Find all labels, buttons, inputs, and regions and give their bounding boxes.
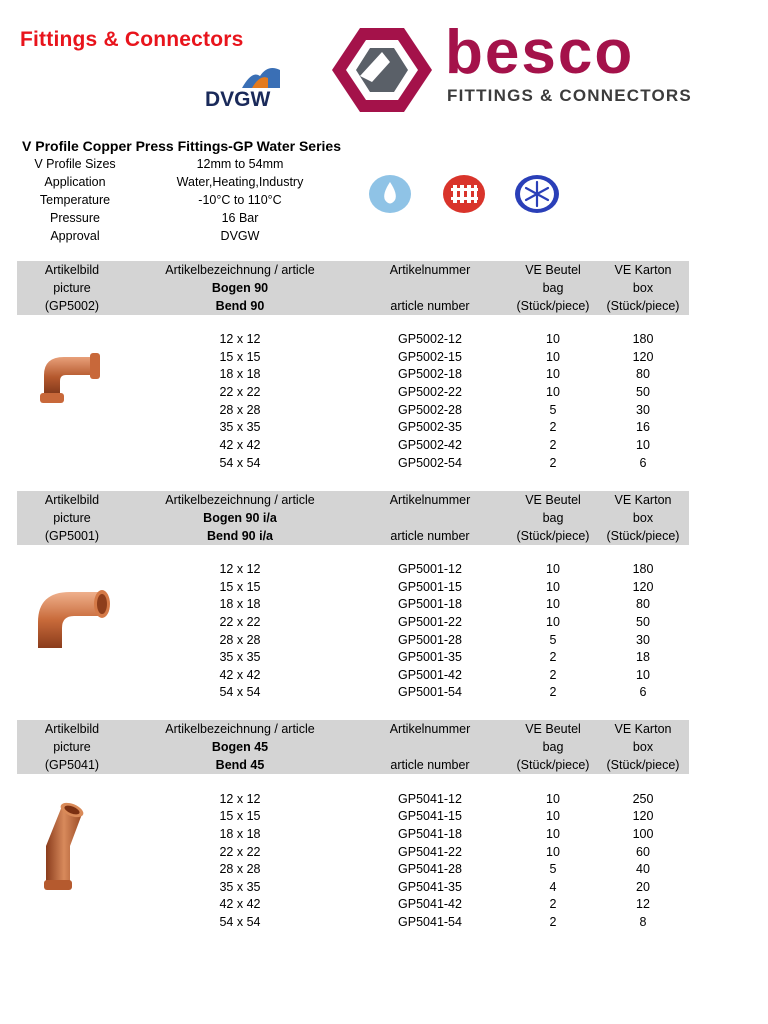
header-designation: Artikelbezeichnung / article [165, 263, 315, 277]
cell-box: 250 [632, 792, 654, 806]
header-box: (Stück/piece) [606, 758, 680, 772]
cell-size: 12 x 12 [219, 792, 261, 806]
cell-article: GP5041-28 [398, 862, 462, 876]
spec-value: Water,Heating,Industry [176, 175, 304, 189]
header-bag: bag [542, 511, 564, 525]
cell-article: GP5041-22 [398, 845, 462, 859]
header-bag: (Stück/piece) [516, 299, 590, 313]
header-number-en: article number [390, 529, 470, 543]
cell-bag: 5 [549, 633, 557, 647]
cell-bag: 10 [546, 367, 560, 381]
page-title: Fittings & Connectors [20, 28, 244, 51]
cell-bag: 2 [549, 420, 557, 434]
dvgw-logo-text: DVGW [205, 88, 271, 111]
cell-bag: 2 [549, 456, 557, 470]
cell-size: 22 x 22 [219, 385, 261, 399]
header-box: (Stück/piece) [606, 529, 680, 543]
cell-article: GP5002-54 [398, 456, 462, 470]
cell-box: 50 [636, 615, 650, 629]
header-picture-de: Artikelbild [44, 263, 100, 277]
cell-box: 10 [636, 668, 650, 682]
cell-article: GP5002-18 [398, 367, 462, 381]
cell-box: 20 [636, 880, 650, 894]
cell-bag: 4 [549, 880, 557, 894]
besco-logo-icon [330, 26, 434, 114]
cell-size: 12 x 12 [219, 332, 261, 346]
header-box: (Stück/piece) [606, 299, 680, 313]
cell-box: 16 [636, 420, 650, 434]
cell-size: 54 x 54 [219, 456, 261, 470]
cell-article: GP5001-42 [398, 668, 462, 682]
cell-bag: 10 [546, 597, 560, 611]
cell-article: GP5001-18 [398, 597, 462, 611]
cell-article: GP5041-15 [398, 809, 462, 823]
cell-box: 18 [636, 650, 650, 664]
cell-box: 120 [632, 580, 654, 594]
spec-value: 12mm to 54mm [196, 157, 284, 171]
cell-box: 40 [636, 862, 650, 876]
spec-label: Approval [50, 229, 100, 243]
cell-size: 28 x 28 [219, 862, 261, 876]
bend-45-image [30, 800, 90, 894]
brand-name: besco [445, 18, 635, 87]
product-name-en: Bend 45 [215, 758, 265, 772]
cell-article: GP5041-18 [398, 827, 462, 841]
cell-article: GP5041-42 [398, 897, 462, 911]
cell-size: 15 x 15 [219, 809, 261, 823]
header-picture-en: picture [53, 511, 91, 525]
spec-label: V Profile Sizes [34, 157, 116, 171]
header-box: box [632, 740, 654, 754]
cell-article: GP5041-12 [398, 792, 462, 806]
cell-box: 60 [636, 845, 650, 859]
header-bag: (Stück/piece) [516, 758, 590, 772]
spec-label: Application [44, 175, 106, 189]
cell-box: 180 [632, 332, 654, 346]
spec-value: -10°C to 110°C [198, 193, 282, 207]
header-number-de: Artikelnummer [389, 493, 471, 507]
cell-size: 42 x 42 [219, 897, 261, 911]
cell-box: 10 [636, 438, 650, 452]
cell-box: 100 [632, 827, 654, 841]
header-picture-de: Artikelbild [44, 493, 100, 507]
cell-size: 35 x 35 [219, 650, 261, 664]
header-picture-en: picture [53, 281, 91, 295]
cell-size: 35 x 35 [219, 420, 261, 434]
cell-size: 35 x 35 [219, 880, 261, 894]
cell-bag: 2 [549, 685, 557, 699]
cell-bag: 10 [546, 562, 560, 576]
header-number-en: article number [390, 758, 470, 772]
cell-bag: 2 [549, 650, 557, 664]
cell-bag: 10 [546, 580, 560, 594]
cell-article: GP5002-15 [398, 350, 462, 364]
spec-value: DVGW [220, 229, 260, 243]
cell-article: GP5041-54 [398, 915, 462, 929]
cell-article: GP5002-35 [398, 420, 462, 434]
cell-size: 28 x 28 [219, 403, 261, 417]
cell-bag: 10 [546, 350, 560, 364]
cell-bag: 10 [546, 845, 560, 859]
header-bag: (Stück/piece) [516, 529, 590, 543]
cell-bag: 10 [546, 792, 560, 806]
header-picture-en: picture [53, 740, 91, 754]
spec-value: 16 Bar [221, 211, 259, 225]
snowflake-icon [514, 174, 560, 214]
section-header [17, 261, 689, 315]
cell-size: 22 x 22 [219, 845, 261, 859]
cell-article: GP5001-54 [398, 685, 462, 699]
cell-size: 15 x 15 [219, 350, 261, 364]
header-number-en: article number [390, 299, 470, 313]
cell-box: 8 [639, 915, 647, 929]
cell-size: 18 x 18 [219, 367, 261, 381]
cell-article: GP5002-28 [398, 403, 462, 417]
section-code: (GP5002) [44, 299, 100, 313]
header-designation: Artikelbezeichnung / article [165, 722, 315, 736]
cell-size: 28 x 28 [219, 633, 261, 647]
cell-bag: 2 [549, 897, 557, 911]
product-name-en: Bend 90 i/a [207, 529, 273, 543]
cell-article: GP5041-35 [398, 880, 462, 894]
spec-label: Temperature [39, 193, 111, 207]
cell-bag: 5 [549, 862, 557, 876]
cell-article: GP5002-22 [398, 385, 462, 399]
header-bag: bag [542, 740, 564, 754]
heating-radiator-icon [442, 174, 486, 214]
section-code: (GP5001) [44, 529, 100, 543]
dvgw-logo-icon [238, 60, 284, 90]
cell-box: 120 [632, 809, 654, 823]
cell-size: 54 x 54 [219, 685, 261, 699]
header-bag: VE Beutel [525, 722, 581, 736]
header-box: VE Karton [614, 263, 672, 277]
header-box: box [632, 511, 654, 525]
cell-box: 30 [636, 403, 650, 417]
cell-size: 54 x 54 [219, 915, 261, 929]
header-box: box [632, 281, 654, 295]
brand-tagline: FITTINGS & CONNECTORS [447, 86, 692, 105]
cell-box: 180 [632, 562, 654, 576]
header-designation: Artikelbezeichnung / article [165, 493, 315, 507]
product-name-de: Bogen 90 [211, 281, 269, 295]
section-code: (GP5041) [44, 758, 100, 772]
header-number-de: Artikelnummer [389, 263, 471, 277]
section-header [17, 720, 689, 774]
cell-box: 80 [636, 597, 650, 611]
cell-bag: 10 [546, 385, 560, 399]
spec-label: Pressure [49, 211, 101, 225]
series-title: V Profile Copper Press Fittings-GP Water Series [22, 138, 341, 154]
cell-bag: 5 [549, 403, 557, 417]
cell-box: 12 [636, 897, 650, 911]
header-bag: VE Beutel [525, 493, 581, 507]
cell-bag: 10 [546, 809, 560, 823]
header-number-de: Artikelnummer [389, 722, 471, 736]
cell-bag: 2 [549, 915, 557, 929]
cell-size: 12 x 12 [219, 562, 261, 576]
cell-article: GP5001-28 [398, 633, 462, 647]
cell-size: 22 x 22 [219, 615, 261, 629]
cell-size: 15 x 15 [219, 580, 261, 594]
cell-bag: 2 [549, 668, 557, 682]
cell-box: 6 [639, 456, 647, 470]
cell-article: GP5001-22 [398, 615, 462, 629]
cell-box: 50 [636, 385, 650, 399]
product-name-de: Bogen 90 i/a [203, 511, 277, 525]
cell-box: 120 [632, 350, 654, 364]
cell-size: 42 x 42 [219, 668, 261, 682]
cell-size: 18 x 18 [219, 827, 261, 841]
cell-box: 80 [636, 367, 650, 381]
cell-bag: 10 [546, 827, 560, 841]
water-drop-icon [368, 174, 412, 214]
product-name-de: Bogen 45 [211, 740, 269, 754]
cell-size: 42 x 42 [219, 438, 261, 452]
product-name-en: Bend 90 [215, 299, 265, 313]
cell-article: GP5002-42 [398, 438, 462, 452]
cell-box: 6 [639, 685, 647, 699]
cell-article: GP5001-35 [398, 650, 462, 664]
cell-box: 30 [636, 633, 650, 647]
bend-90-image [24, 345, 104, 405]
header-bag: bag [542, 281, 564, 295]
header-picture-de: Artikelbild [44, 722, 100, 736]
section-header [17, 491, 689, 545]
header-box: VE Karton [614, 493, 672, 507]
cell-article: GP5001-12 [398, 562, 462, 576]
bend-90-ia-image [34, 582, 114, 652]
cell-article: GP5001-15 [398, 580, 462, 594]
cell-bag: 10 [546, 615, 560, 629]
cell-bag: 10 [546, 332, 560, 346]
header-box: VE Karton [614, 722, 672, 736]
cell-bag: 2 [549, 438, 557, 452]
cell-article: GP5002-12 [398, 332, 462, 346]
header-bag: VE Beutel [525, 263, 581, 277]
cell-size: 18 x 18 [219, 597, 261, 611]
